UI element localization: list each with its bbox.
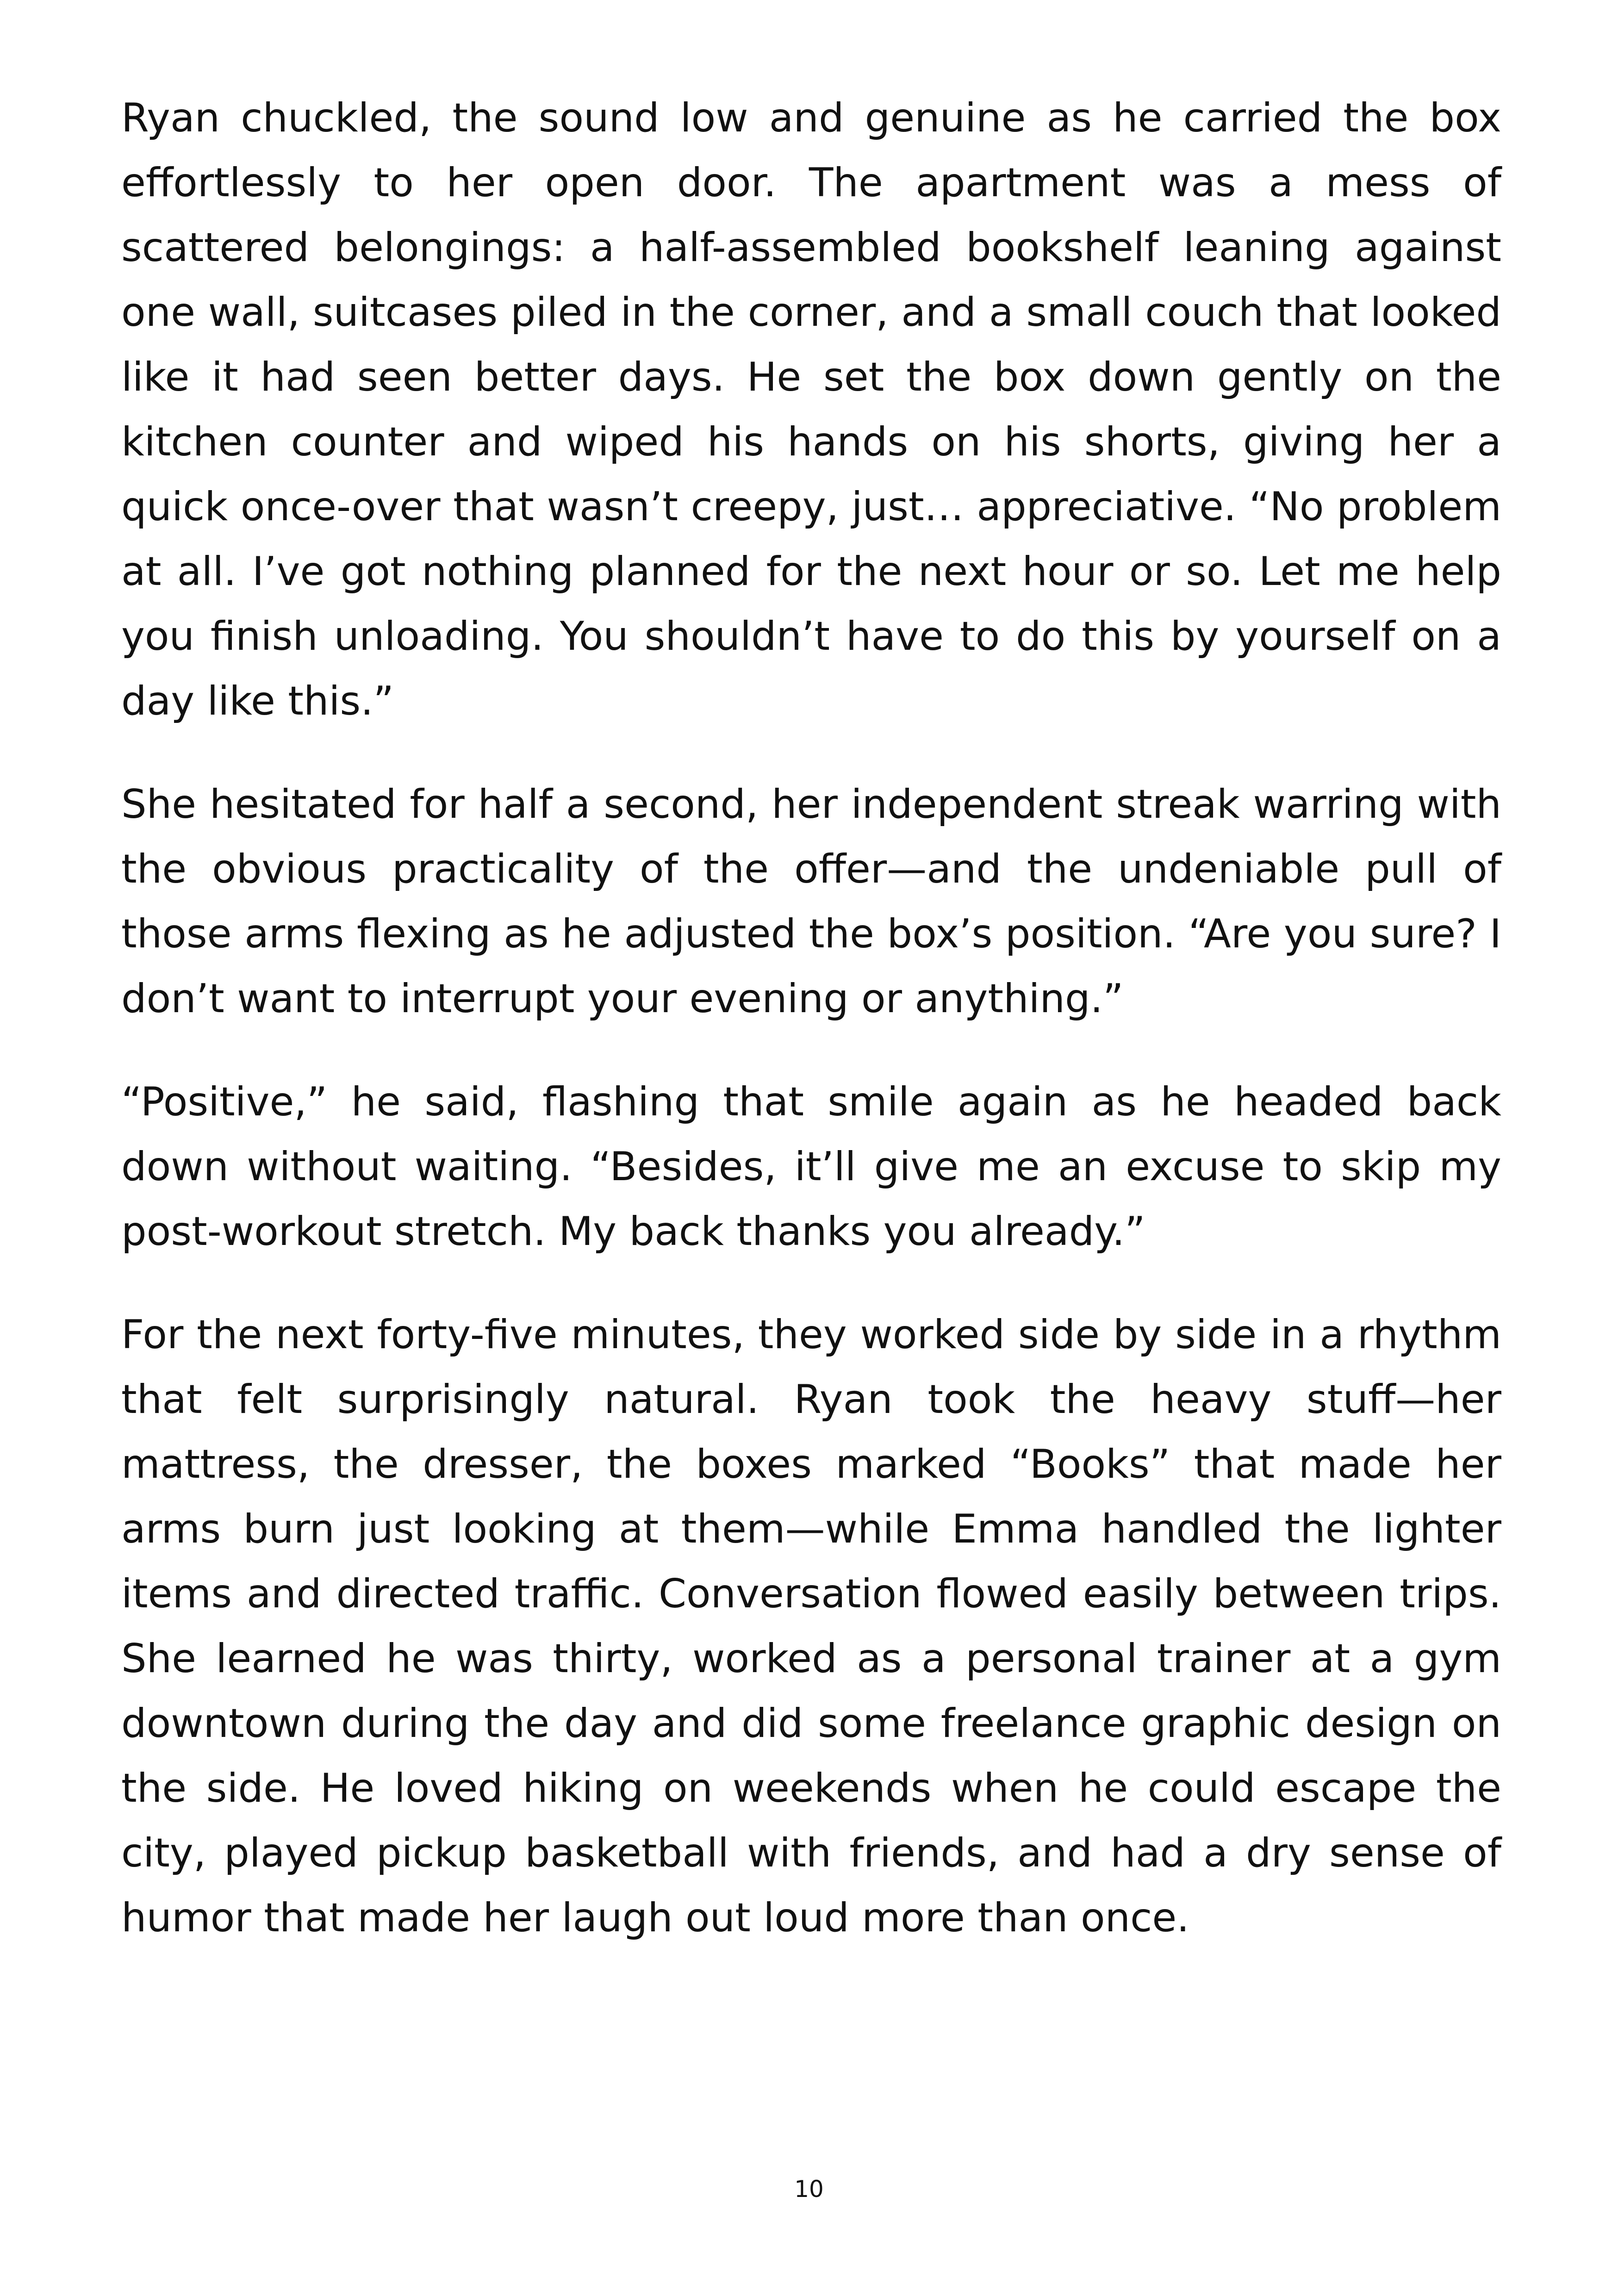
paragraph-1: Ryan chuckled, the sound low and genuine as he carried the box effortlessly to her open door. The apartment was a mess of scattered belongings: a half-assembled bookshelf leaning against one wall, suitcases piled in the corner, and a small couch that looked like it had seen better days. He set the box down gently on the kitchen counter and wiped his hands on his shorts, giving her a quick once-over that wasn’t creepy, just… appreciative. “No problem at all. I’ve got nothing planned for the next hour or so. Let me help you finish unloading. You shouldn’t have to do this by yourself on a day like this.” [121, 95, 1501, 724]
body-text [121, 86, 1501, 1989]
paragraph-2: She hesitated for half a second, her independent streak warring with the obvious practicality of the offer—and the undeniable pull of those arms flexing as he adjusted the box’s position. “Are you sure? I don’t want to interrupt your evening or anything.” [121, 781, 1501, 1022]
paragraph-4: For the next forty-five minutes, they worked side by side in a rhythm that felt surprisingly natural. Ryan took the heavy stuff—her mattress, the dresser, the boxes marked “Books” that made her arms burn just looking at them—while Emma handled the lighter items and directed traffic. Conversation flowed easily between trips. She learned he was thirty, worked as a personal trainer at a gym downtown during the day and did some freelance graphic design on the side. He loved hiking on weekends when he could escape the city, played pickup basketball with friends, and had a dry sense of humor that made her laugh out loud more than once. [121, 1312, 1501, 1941]
paragraph-3: “Positive,” he said, flashing that smile again as he headed back down without waiting. “Besides, it’ll give me an excuse to skip my post-workout stretch. My back thanks you already.” [121, 1079, 1501, 1255]
page-number: 10 [794, 2176, 824, 2203]
